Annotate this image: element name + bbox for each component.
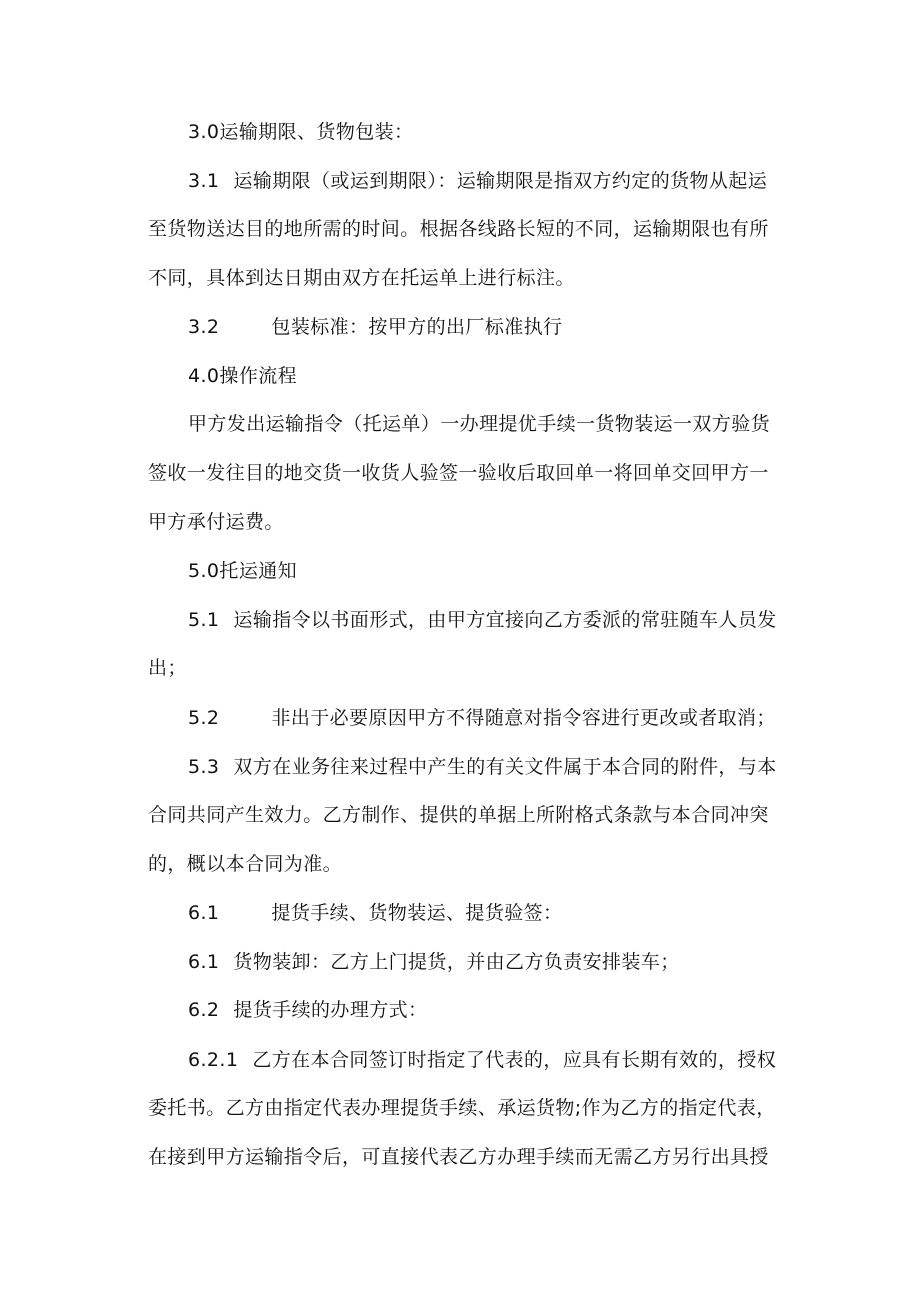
section-heading-6-1 <box>188 901 562 925</box>
paragraph-line: 合同共同产生效力。乙方制作、提供的单据上所附格式条款与本合同冲突 <box>148 804 769 826</box>
clause-3-1 <box>188 169 767 193</box>
clause-6-2 <box>188 998 427 1022</box>
section-heading-3-0 <box>188 120 413 144</box>
clause-5-1 <box>188 608 777 632</box>
clause-text: 提货手续的办理方式： <box>233 999 428 1021</box>
clause-text: 操作流程 <box>219 365 298 387</box>
clause-6-2-1 <box>188 1048 776 1072</box>
clause-number: 3.2 <box>188 316 220 338</box>
clause-text: 非出于必要原因甲方不得随意对指令容进行更改或者取消； <box>271 707 776 729</box>
clause-number: 4.0 <box>188 365 220 387</box>
clause-text: 运输指令以书面形式，由甲方宜接向乙方委派的常驻随车人员发 <box>233 609 777 631</box>
clause-text: 提货手续、货物装运、提货验签： <box>271 902 563 924</box>
clause-text: 双方在业务往来过程中产生的有关文件属于本合同的附件，与本 <box>233 756 777 778</box>
clause-number: 3.1 <box>188 170 220 192</box>
section-heading-5-0 <box>188 559 297 583</box>
section-heading-4-0 <box>188 364 297 388</box>
clause-number: 6.2.1 <box>188 1049 239 1071</box>
clause-5-2 <box>188 706 776 730</box>
clause-number: 5.3 <box>188 756 220 778</box>
paragraph-line: 出； <box>148 657 187 679</box>
clause-text: 运输期限（或运到期限）：运输期限是指双方约定的货物从起运 <box>233 170 768 192</box>
clause-3-2 <box>188 315 562 339</box>
clause-number: 5.2 <box>188 707 220 729</box>
paragraph-line: 委托书。乙方由指定代表办理提货手续、承运货物;作为乙方的指定代表， <box>148 1097 776 1119</box>
clause-text: 运输期限、货物包装： <box>219 121 414 143</box>
clause-number: 5.0 <box>188 560 220 582</box>
paragraph-line: 甲方承付运费。 <box>148 511 284 533</box>
paragraph-line: 的，概以本合同为准。 <box>148 853 343 875</box>
clause-number: 5.1 <box>188 609 220 631</box>
clause-text: 托运通知 <box>219 560 298 582</box>
paragraph-line: 不同，具体到达日期由双方在托运单上进行标注。 <box>148 267 575 289</box>
paragraph-line: 甲方发出运输指令（托运单）一办理提优手续一货物装运一双方验货 <box>188 413 771 435</box>
clause-text: 包装标准：按甲方的出厂标准执行 <box>271 316 563 338</box>
paragraph-line: 签收一发往目的地交货一收货人验签一验收后取回单一将回单交回甲方一 <box>148 462 769 484</box>
clause-text: 货物装卸：乙方上门提货，并由乙方负责安排装车； <box>233 951 680 973</box>
clause-6-1 <box>188 950 680 974</box>
clause-number: 6.1 <box>188 951 220 973</box>
clause-text: 乙方在本合同签订时指定了代表的，应具有长期有效的，授权 <box>252 1049 777 1071</box>
clause-number: 6.2 <box>188 999 220 1021</box>
clause-number: 6.1 <box>188 902 220 924</box>
clause-5-3 <box>188 755 777 779</box>
paragraph-line: 至货物送达目的地所需的时间。根据各线路长短的不同，运输期限也有所 <box>148 218 769 240</box>
paragraph-line: 在接到甲方运输指令后，可直接代表乙方办理手续而无需乙方另行出具授 <box>148 1146 769 1168</box>
clause-number: 3.0 <box>188 121 220 143</box>
